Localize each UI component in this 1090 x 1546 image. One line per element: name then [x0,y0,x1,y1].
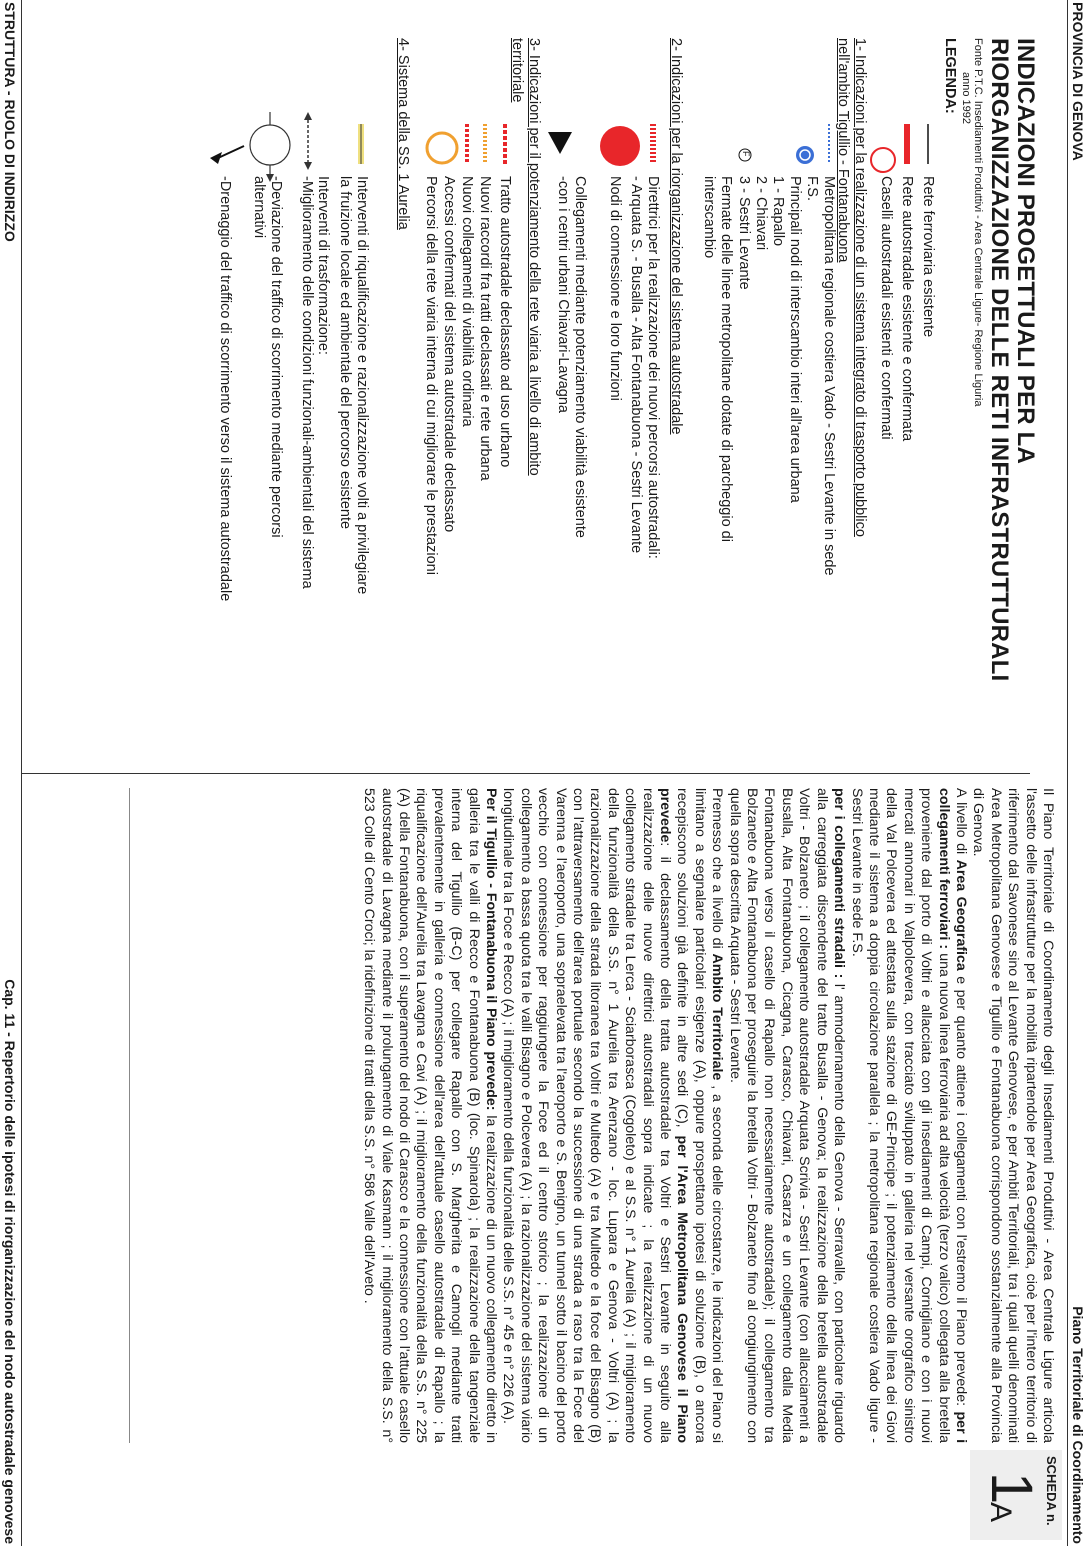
scheda-label: SCHEDA n. [1044,1456,1059,1526]
nodes-title: Principali nodi di interscambio interi all'area urbana [787,176,803,503]
header-rule [1067,0,1068,1546]
legend-source-year: anno 1992 [960,72,972,124]
body-end-rule [129,788,130,1443]
legend-title-line1: INDICAZIONI PROGETTUALI PER LA [1012,38,1039,464]
node-1: 1 - Rapallo [770,176,786,247]
section-1-heading: 1- Indicazioni per la realizzazione di un sistema integrato di trasporto pubblico [852,38,868,537]
legend-source: Fonte P.T.C. Insediamenti Produttivi - Area Centrale Ligure- Regione Liguria [972,38,984,407]
connection-node-icon [600,126,640,166]
node-3: 3 - Sestri Levante [736,176,752,290]
section-3-heading-cont: territoriale [509,38,525,103]
accesses-label: Accessi confermati del sistema autostradale declassato [441,176,457,533]
node-2: 2 - Chiavari [753,176,769,251]
paragraph-5: Per il Tigullio - Fontanabuona il Piano prevede: la realizzazione di un nuovo collegamento diretto in galleria tra le valli di Recco e Fontanabuona (B) (loc. Spinarola) ; la realizzazione della tangenziale interna del Tigullio (B-C) per collegare Rapallo con S. Margherita e Camogli mediante tratti prevalentemente in galleria e connessione dell'area dell'attuale casello autostradale di Rapallo ; la riqualificazione dell'Aurelia tra Lavagna e Cavi (A) ; il miglioramento della funzionalità della S.S. n° 225 (A) della Fontanabuona, con il superamento del nodo di Carasco e la connessione con l'attuale casello autostradale di Lavagna mediante il prolungamento di Viale Kasmann ; il miglioramento della S.S. n° 523 Colle di Cento Croci; la ridefinizione di tratti della S.S. n° 586 Valle dell'Aveto . [361,788,499,1443]
scheda-letter: A [984,1502,1017,1523]
internal-routes-label: Percorsi della rete viaria interna di cui migliorare le prestazioni [423,176,439,575]
direttrici-label: Direttrici per la realizzazione dei nuovi percorsi autostradali: [645,176,661,559]
requalification-label-cont: la fruizione locale ed ambientale del percorso esistente [337,176,353,530]
body-text [360,788,1056,1443]
connection-triangle-icon [548,132,572,154]
header-left: PROVINCIA DI GENOVA [1070,2,1086,161]
rail-existing-label: Rete ferroviaria esistente [920,176,936,338]
links-label: Collegamenti mediante potenziamento viabilità esistente [572,176,588,538]
improvement-label: -Miglioramento delle condizioni funzionali-ambientali del sistema [299,176,315,589]
deviation-label: -Deviazione del traffico di scorrimento mediante percorsi [268,176,284,538]
tollbooth-circle-symbol [871,148,895,172]
confirmed-access-icon [427,133,457,163]
parking-stops-label: Fermate delle linee metropolitane dotate di parcheggio di [718,176,734,542]
scheda-number: 1 [979,1472,1044,1505]
f-glyph: F [741,151,751,157]
motorway-existing-label: Rete autostradale esistente e confermata [899,176,915,442]
parking-stops-label-cont: interscambio [701,176,717,259]
scheda-box [970,1450,1062,1540]
metro-label: Metropolitana regionale costiera Vado - Sestri Levante in sede [821,176,837,576]
deviation-circle-icon [250,125,290,165]
new-roads-label: Nuovi collegamenti di viabilità ordinaria [459,176,475,427]
footer-rule [21,0,22,1546]
links-label-cont: -con i centri urbani Chiavari-Lavagna [555,176,571,413]
paragraph-3: per i collegamenti stradali : l' ammodernamento della Genova - Serravalle, con particolare riguardo alla carreggiata discendente del tratto Busalla - Genova; la realizzazione della bretella autostradale Voltri - Bolzaneto ; il collegamento autostradale Arquata Scrivia - Sestri Levante (con allacciamenti a Busalla, Alta Fontanabuona, Cicagna, Carasco, Chiavari, Casarza e un collegamento dalla Media Fontanabuona verso il casello di Rapallo non necessariamente autostradale); il collegamento tra Bolzaneto e Alta Fontanabuona per proseguire la bretella Voltri - Bolzaneto fino al congiungimento con quella sopra descritta Arquata - Sestri Levante. [726,788,848,1443]
section-1-heading-cont: nell'ambito Tigullio - Fontanabuona [835,38,851,263]
section-4-heading: 4- Sistema della SS. 1 Aurelia [395,38,411,230]
paragraph-2: A livello di Area Geografica e per quanto attiene i collegamenti con l'estremo il Piano prevede: per i collegamenti ferroviari : una nuova linea ferroviaria ad alta velocità (terzo valico) collegata alla bretella proveniente dal porto di Voltri e allacciata con gli insediamenti di Campi, Cornigliano e con i nuovi mercati annonari in Valpolcevera, con tracciato sviluppato in galleria nel versante orografico sinistro della Val Polcevera ed attestata sulla stazione di GE-Principe ; il potenziamento della linea dei Giovi mediante il sistema a doppia circolazione parallela ; la metropolitana regionale costiera Vado ligure - Sestri Levante in sede F.S. [848,788,969,1444]
paragraph-1: Il Piano Territoriale di Coordinamento degli Insediamenti Produttivi - Area Centrale Ligure articola l'assetto delle infrastrutture per la mobilità ripartendole per Area Geografica, cioè per l'intero territorio di riferimento dal Savonese sino al Levante Genovese, e per Ambiti Territoriali, tra i quali quelli denominati Area Metropolitana Genovese e Tigullio e Fontanabuona corrispondono sostanzialmente alla Provincia di Genova. [970,788,1056,1443]
connection-nodes-label: Nodi di connessione e loro funzioni [607,176,623,401]
tollbooth-label: Caselli autostradali esistenti e confermati [878,176,894,440]
section-3-heading: 3- Indicazioni per il potenziamento della rete viaria a livello di ambito [526,38,542,476]
header-right: Piano Territoriale di Coordinamento [1070,1306,1086,1544]
new-junctions-label: Nuovi raccordi fra tratti declassati e rete urbana [477,176,493,481]
legend-label: LEGENDA: [942,38,958,114]
deviation-label-cont: alternativi [251,176,267,239]
legend-symbols [180,30,940,200]
footer-right: Cap. 11 - Repertorio delle ipotesi di riorganizzazione del nodo autostradale genovese [2,979,18,1544]
transformation-label: Interventi di trasformazione: [315,176,331,355]
drainage-arrow-icon [218,146,244,158]
requalification-label: Interventi di riqualificazione e razionalizzazione volti a privilegiare [354,176,370,595]
declassed-label: Tratto autostradale declassato ad uso urbano [497,176,513,468]
direttrici-label-cont: - Arquata S. - Busalla - Alta Fontanabuona - Sestri Levante [628,176,644,554]
column-divider [22,773,1030,774]
paragraph-4: Premesso che a livello di Ambito Territoriale , a seconda delle circostanze, le indicazioni del Piano si limitano a segnalare particolari esigenze (A), oppure prospettano ipotesi di soluzione (B), o ancora recepiscono soluzioni già definite in altre sedi (C), per l'Area Metropolitana Genovese il Piano prevede: il declassamento della tratta autostradale tra Voltri e Sestri Levante in seguito alla realizzazione delle nuove direttrici autostradali sopra indicate ; la realizzazione di un nuovo collegamento stradale tra Lerca - Sciarborasca (Cogoleto) e al S.S. n° 1 Aurelia (A) ; il miglioramento della funzionalità della S.S. n° 1 Aurelia tra Arenzano - loc. Lupara e Genova - Voltri (A) ; la razionalizzazione della strada litoranea tra Voltri e Multedo (A) e tra Multedo e la foce del Bisagno (B) con l'attraversamento dell'area portuale secondo la successione di una strada a raso tra la Foce del Varenna e l'aeroporto, una sopraelevata tra l'aeroporto e S. Benigno, un tunnel sotto il bacino del porto vecchio con connessione per raggiungere la Foce ed il centro storico ; la realizzazione di un collegamento a bassa quota tra le valli Bisagno e Polcevera (A) ; la razionalizzazione del sistema viario longitudinale tra la Foce e Recco (A) ; il miglioramento della funzionalità delle S.S. n° 45 e n° 226 (A). [500,788,726,1443]
section-2-heading: 2- Indicazioni per la riorganizzazione del sistema autostradale [668,38,684,435]
interchange-node-icon [796,146,814,164]
legend-title-line2: RIORGANIZZAZIONE DELLE RETI INFRASTRUTTURALI [986,38,1013,682]
footer-left: STRUTTURA - RUOLO DI INDIRIZZO [2,2,18,242]
metro-label-cont: F.S. [804,176,820,201]
drainage-label: -Drenaggio del traffico di scorrimento verso il sistema autostradale [217,176,233,602]
